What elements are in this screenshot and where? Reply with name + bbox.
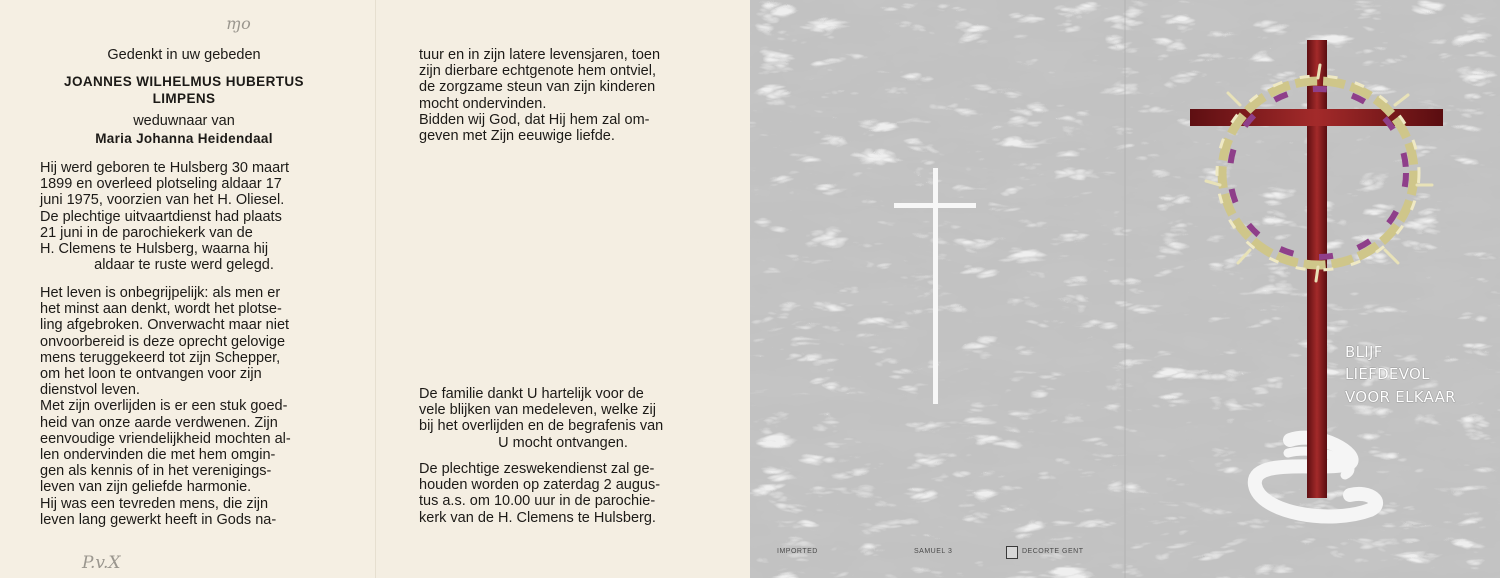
widower-of-line: weduwnaar van [133, 113, 235, 129]
continuation-line: zijn dierbare echtgenote hem ontviel, [419, 63, 656, 80]
series-label: SAMUEL 3 [914, 548, 953, 555]
bio-line: juni 1975, voorzien van het H. Oliesel. [40, 192, 285, 209]
reflection-line: gen als kennis of in het verenigings- [40, 463, 272, 480]
bio-line: 1899 en overleed plotseling aldaar 17 [40, 176, 282, 193]
reflection-paragraph [40, 285, 328, 528]
reflection-line: dienstvol leven. [40, 382, 140, 399]
thanks-line: De familie dankt U hartelijk voor de [419, 386, 644, 402]
motto-line: VOOR ELKAAR [1345, 388, 1456, 406]
biography-paragraph [40, 160, 328, 273]
reflection-line: Het leven is onbegrijpelijk: als men er [40, 285, 281, 301]
service-line: tus a.s. om 10.00 uur in de parochie- [419, 493, 656, 510]
thanks-line: bij het overlijden en de begrafenis van [419, 418, 664, 435]
bio-line: aldaar te ruste werd gelegd. [94, 257, 274, 274]
publisher-logo-icon [1006, 546, 1018, 559]
imported-label: IMPORTED [777, 548, 818, 555]
spouse-name: Maria Johanna Heidendaal [95, 131, 273, 146]
intro-line: Gedenkt in uw gebeden [107, 47, 261, 63]
reflection-line: len ondervinden die met hem omgin- [40, 447, 276, 464]
deceased-name-line2: LIMPENS [152, 91, 216, 106]
continuation-paragraph [419, 47, 707, 144]
service-line: houden worden op zaterdag 2 augus- [419, 477, 661, 494]
crown-of-thorns-cross-icon [1180, 35, 1460, 535]
reflection-line: Met zijn overlijden is er een stuk goed- [40, 398, 288, 415]
white-cross-icon [880, 160, 990, 410]
continuation-line: Bidden wij God, dat Hij hem zal om- [419, 111, 650, 128]
reflection-line: eenvoudige vriendelijkheid mochten al- [40, 430, 291, 447]
reflection-line: leven van zijn geliefde harmonie. [40, 479, 252, 496]
reflection-line: het minst aan denkt, wordt het plotse- [40, 301, 282, 318]
reflection-line: leven lang gewerkt heeft in Gods na- [40, 511, 277, 528]
thanks-paragraph [419, 386, 707, 451]
reflection-line: om het loon te ontvangen voor zijn [40, 366, 262, 383]
reflection-line: heid van onze aarde verdwenen. Zijn [40, 414, 278, 431]
motto-line: BLIJF [1345, 343, 1383, 361]
publisher-label: DECORTE GENT [1022, 548, 1084, 555]
reflection-line: ling afgebroken. Onverwacht maar niet [40, 317, 290, 334]
pencil-mark-bottom: P.v.X [82, 553, 121, 573]
bio-line: 21 juni in de parochiekerk van de [40, 224, 253, 241]
reflection-line: onvoorbereid is deze oprecht gelovige [40, 333, 286, 350]
bio-line: H. Clemens te Hulsberg, waarna hij [40, 241, 269, 258]
thanks-line: vele blijken van medeleven, welke zij [419, 402, 656, 419]
thanks-line: U mocht ontvangen. [498, 434, 628, 451]
service-line: De plechtige zeswekendienst zal ge- [419, 461, 655, 477]
motto-line: LIEFDEVOL [1345, 365, 1430, 383]
continuation-line: de zorgzame steun van zijn kinderen [419, 79, 656, 96]
bio-line: De plechtige uitvaartdienst had plaats [40, 208, 282, 225]
bio-line: Hij werd geboren te Hulsberg 30 maart [40, 160, 290, 176]
continuation-line: geven met Zijn eeuwige liefde. [419, 128, 615, 145]
deceased-name-line1: JOANNES WILHELMUS HUBERTUS [64, 74, 304, 89]
continuation-line: tuur en in zijn latere levensjaren, toen [419, 47, 661, 63]
reflection-line: mens teruggekeerd tot zijn Schepper, [40, 349, 281, 366]
service-line: kerk van de H. Clemens te Hulsberg. [419, 509, 656, 526]
pencil-mark-top: ɱo [226, 14, 251, 33]
continuation-line: mocht ondervinden. [419, 95, 547, 112]
reflection-line: Hij was een tevreden mens, die zijn [40, 495, 269, 512]
service-paragraph [419, 461, 707, 526]
